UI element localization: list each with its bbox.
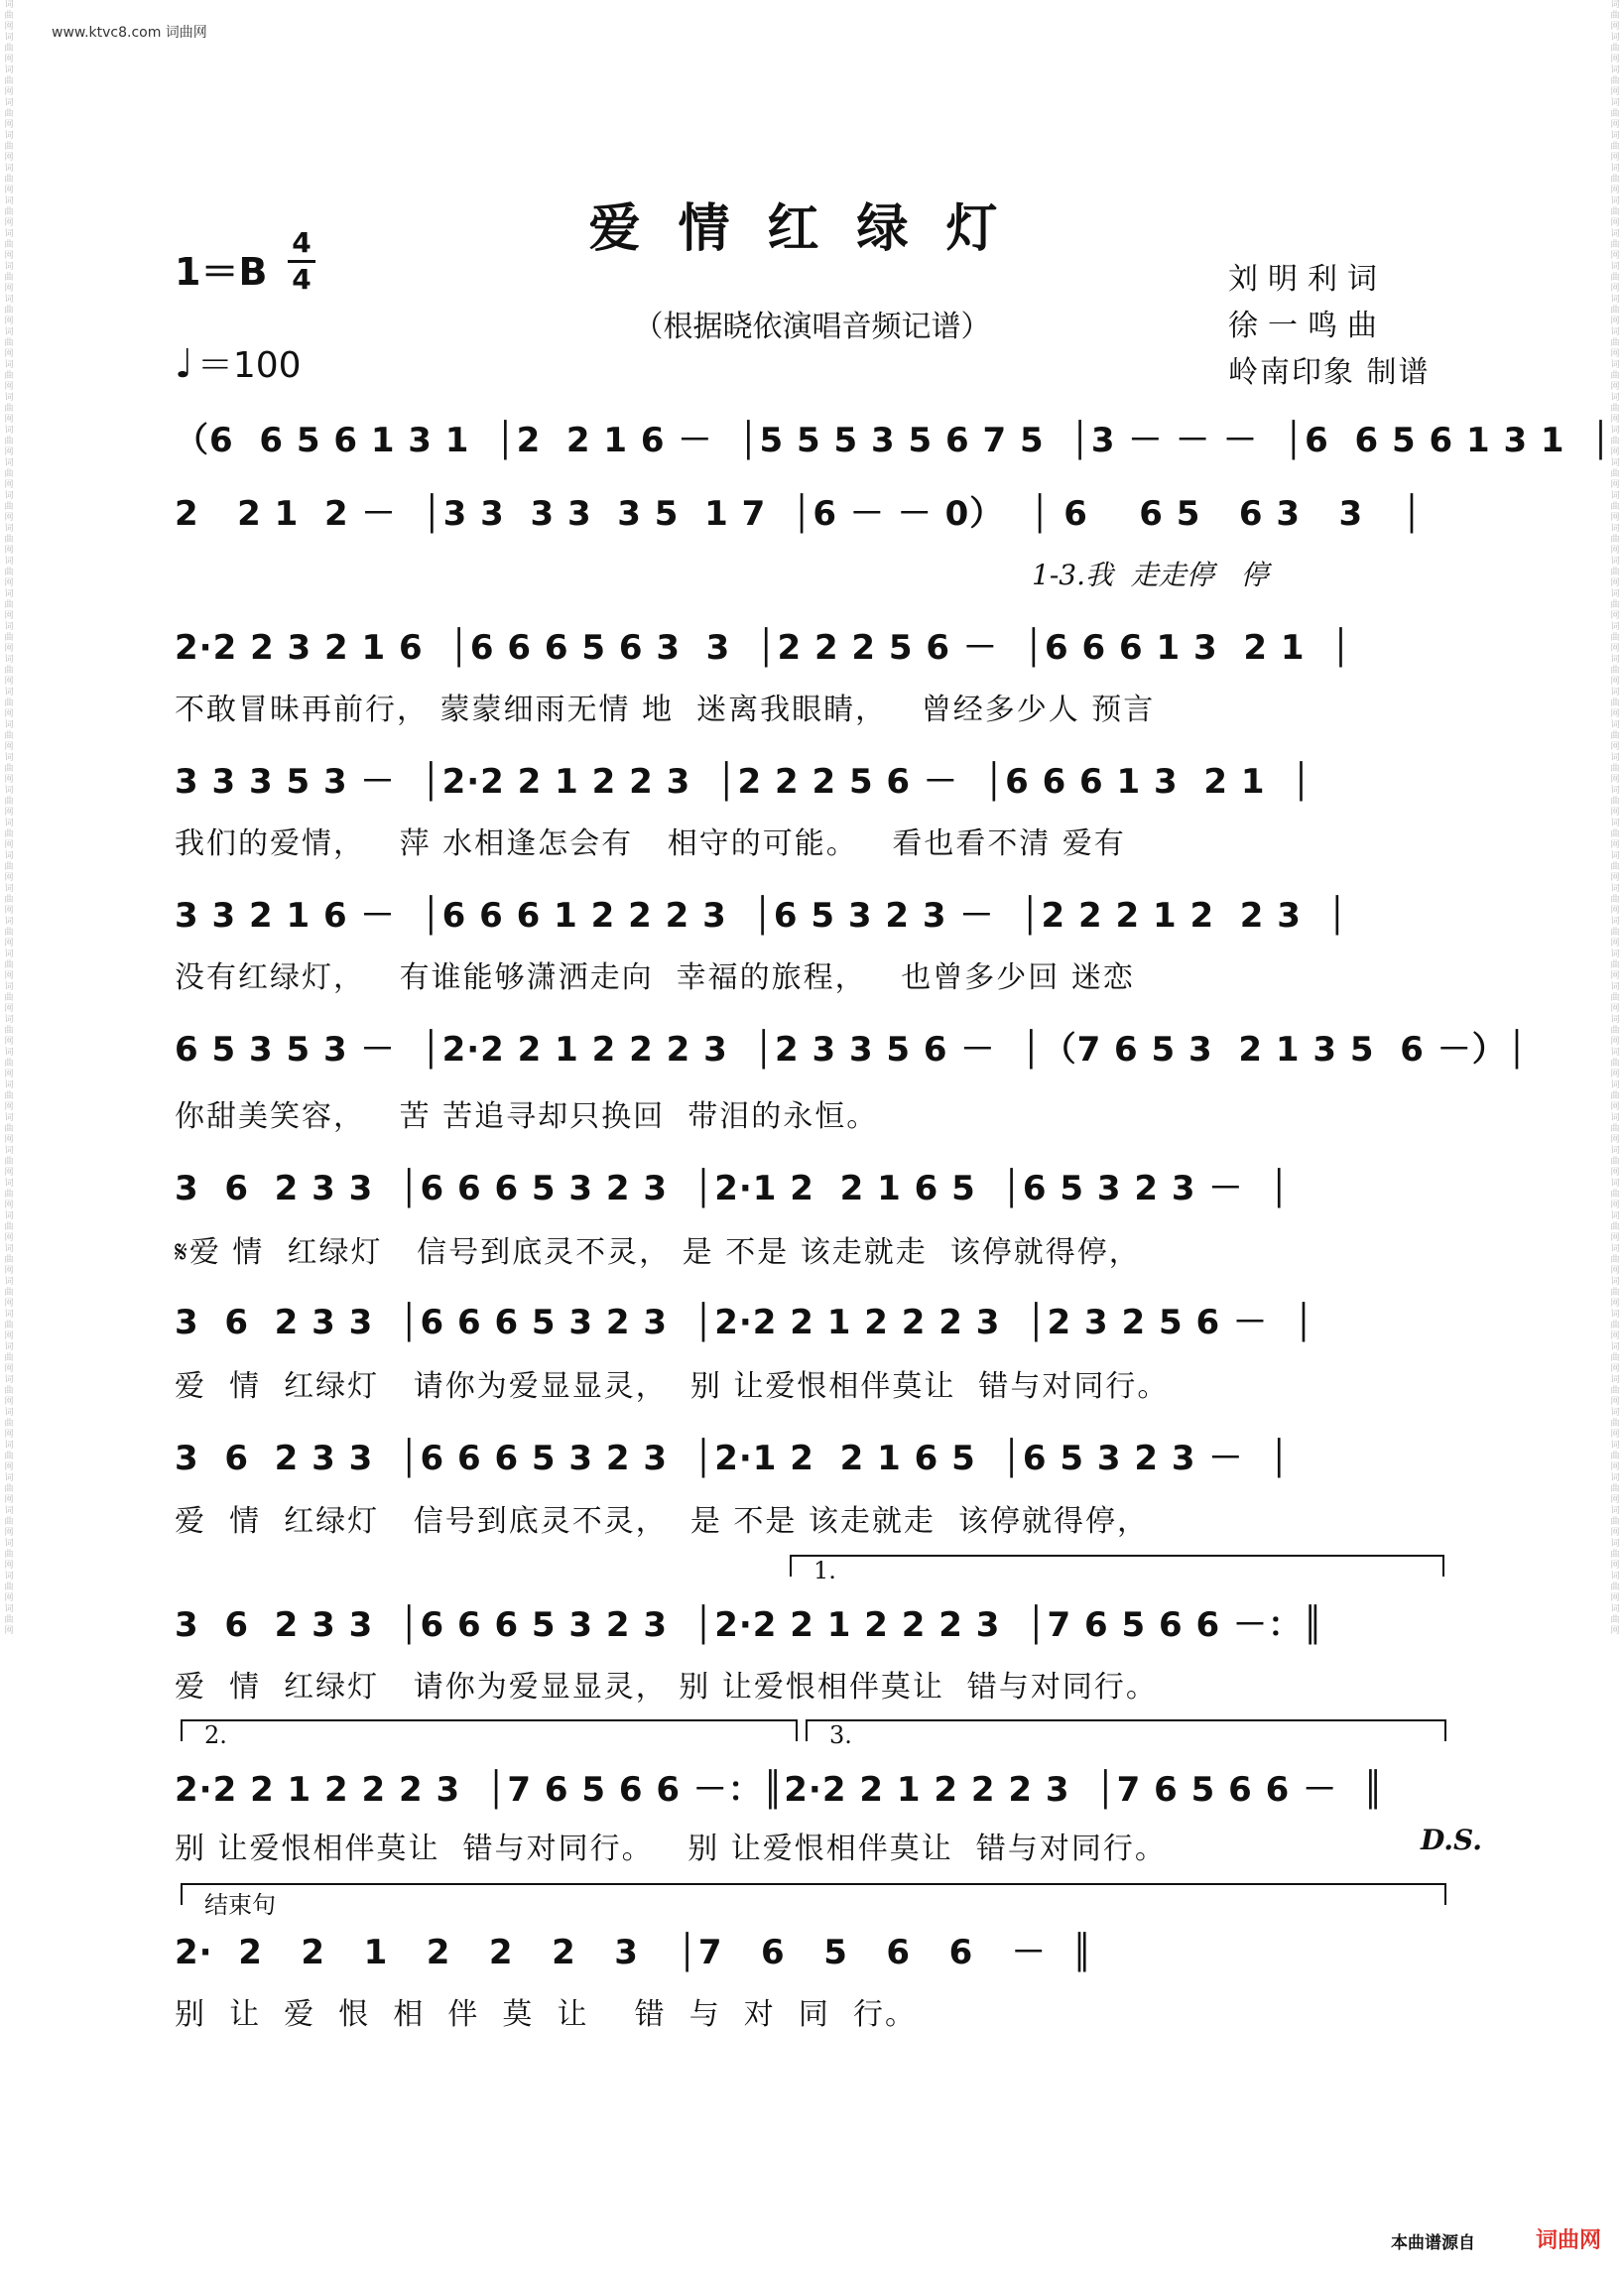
right-watermark: 词曲网词曲网词曲网词曲网词曲网词曲网词曲网词曲网词曲网词曲网词曲网词曲网词曲网词曲网词曲网词曲网词曲网词曲网词曲网词曲网词曲网词曲网词曲网词曲网词曲网词曲网词曲网词曲网词曲网词曲网词曲网词曲网词曲网词曲网词曲网词曲网词曲网词曲网词曲网词曲网词曲网词曲网词曲网词曲网词曲网词曲网词曲网词曲网词曲网词曲网 — [1610, 0, 1620, 1636]
key-signature: 1＝B — [175, 250, 268, 294]
footer-source-note: 本曲谱源自 — [1391, 2233, 1475, 2253]
ds-marker: D.S. — [1421, 1824, 1483, 1856]
notation-row-11: 2·2 2 1 2 2 2 3 │7 6 5 6 6 －：║2·2 2 1 2 2 2 3 │7 6 5 6 6 － ║ — [175, 1770, 1385, 1810]
volta-second-ending — [181, 1719, 798, 1749]
lyric-row-3: 不敢冒昧再前行， 蒙蒙细雨无情 地 迷离我眼睛， 曾经多少人 预言 — [175, 693, 1156, 727]
verse-marker: 1-3.我 走走停 停 — [1032, 559, 1269, 591]
song-subtitle: （根据晓依演唱音频记谱） — [633, 310, 991, 344]
song-title: 爱情红绿灯 — [588, 198, 1036, 259]
notation-row-3: 2·2 2 3 2 1 6 │6 6 6 5 6 3 3 │2 2 2 5 6 － │6 6 6 1 3 2 1 │ — [175, 628, 1352, 668]
notation-row-5: 3 3 2 1 6 － │6 6 6 1 2 2 2 3 │6 5 3 2 3 － │2 2 2 1 2 2 3 │ — [175, 896, 1349, 936]
lyric-row-12: 别 让 爱 恨 相 伴 莫 让 错 与 对 同 行。 — [175, 1997, 917, 2032]
ending-phrase-label: 结束句 — [204, 1891, 276, 1919]
lyric-row-7: 𝄋爱 情 红绿灯 信号到底灵不灵， 是 不是 该走就走 该停就得停， — [175, 1235, 1141, 1270]
lyric-row-9: 爱 情 红绿灯 信号到底灵不灵， 是 不是 该走就走 该停就得停， — [175, 1504, 1149, 1539]
time-signature — [288, 228, 315, 295]
lyric-row-5: 没有红绿灯， 有谁能够潇洒走向 幸福的旅程， 也曾多少回 迷恋 — [175, 960, 1135, 995]
notation-row-10: 3 6 2 3 3 │6 6 6 5 3 2 3 │2·2 2 1 2 2 2 3 │7 6 5 6 6 －：║ — [175, 1605, 1324, 1645]
credits — [1228, 256, 1431, 396]
volta-first-ending — [790, 1555, 1444, 1584]
lyric-row-10: 爱 情 红绿灯 请你为爱显显灵， 别 让爱恨相伴莫让 错与对同行。 — [175, 1670, 1158, 1705]
composer-credit: 徐一鸣曲 — [1228, 309, 1387, 343]
lyric-row-11: 别 让爱恨相伴莫让 错与对同行。 别 让爱恨相伴莫让 错与对同行。 — [175, 1832, 1167, 1866]
notation-row-12: 2· 2 2 1 2 2 2 3 │7 6 5 6 6 － ║ — [175, 1933, 1093, 1972]
notation-row-9: 3 6 2 3 3 │6 6 6 5 3 2 3 │2·1 2 2 1 6 5 │6 5 3 2 3 － │ — [175, 1439, 1291, 1478]
volta-second-label: 2. — [204, 1721, 227, 1749]
quarter-note-icon: ♩ — [175, 341, 193, 387]
notation-row-8: 3 6 2 3 3 │6 6 6 5 3 2 3 │2·2 2 1 2 2 2 3 │2 3 2 5 6 － │ — [175, 1303, 1315, 1342]
lyricist-credit: 刘明利词 — [1228, 262, 1387, 297]
notation-row-7: 3 6 2 3 3 │6 6 6 5 3 2 3 │2·1 2 2 1 6 5 │6 5 3 2 3 － │ — [175, 1169, 1291, 1208]
arranger-credit: 岭南印象 制谱 — [1228, 355, 1431, 390]
notation-row-2: 2 2 1 2 － │3 3 3 3 3 5 1 7 │6 － － 0） │ 6 6 5 6 3 3 │ — [175, 494, 1424, 534]
volta-first-label: 1. — [813, 1557, 836, 1584]
lyric-row-8: 爱 情 红绿灯 请你为爱显显灵， 别 让爱恨相伴莫让 错与对同行。 — [175, 1369, 1170, 1404]
lyric-row-4: 我们的爱情， 萍 水相逢怎会有 相守的可能。 看也看不清 爱有 — [175, 826, 1126, 861]
notation-row-6: 6 5 3 5 3 － │2·2 2 1 2 2 2 3 │2 3 3 5 6 － │（7 6 5 3 2 1 3 5 6 －）│ — [175, 1030, 1529, 1070]
time-sig-top: 4 — [292, 226, 312, 259]
volta-ending-phrase — [181, 1883, 1446, 1919]
tempo-marking — [175, 337, 302, 388]
notation-row-4: 3 3 3 5 3 － │2·2 2 1 2 2 3 │2 2 2 5 6 － │6 6 6 1 3 2 1 │ — [175, 762, 1312, 802]
lyric-row-6: 你甜美笑容， 苦 苦追寻却只换回 带泪的永恒。 — [175, 1099, 879, 1134]
footer-logo: 词曲网 — [1536, 2228, 1602, 2253]
notation-row-1: （6 6 5 6 1 3 1 │2 2 1 6 － │5 5 5 3 5 6 7 5 │3 － － － │6 6 5 6 1 3 1 │ — [175, 421, 1612, 460]
volta-third-label: 3. — [829, 1721, 852, 1749]
time-sig-bottom: 4 — [292, 263, 312, 296]
volta-third-ending — [806, 1719, 1446, 1749]
tempo-value: ＝100 — [196, 345, 302, 386]
site-url: www.ktvc8.com 词曲网 — [52, 25, 207, 41]
left-watermark: 词曲网词曲网词曲网词曲网词曲网词曲网词曲网词曲网词曲网词曲网词曲网词曲网词曲网词曲网词曲网词曲网词曲网词曲网词曲网词曲网词曲网词曲网词曲网词曲网词曲网词曲网词曲网词曲网词曲网词曲网词曲网词曲网词曲网词曲网词曲网词曲网词曲网词曲网词曲网词曲网词曲网词曲网词曲网词曲网词曲网词曲网词曲网词曲网词曲网词曲网 — [4, 0, 14, 1636]
